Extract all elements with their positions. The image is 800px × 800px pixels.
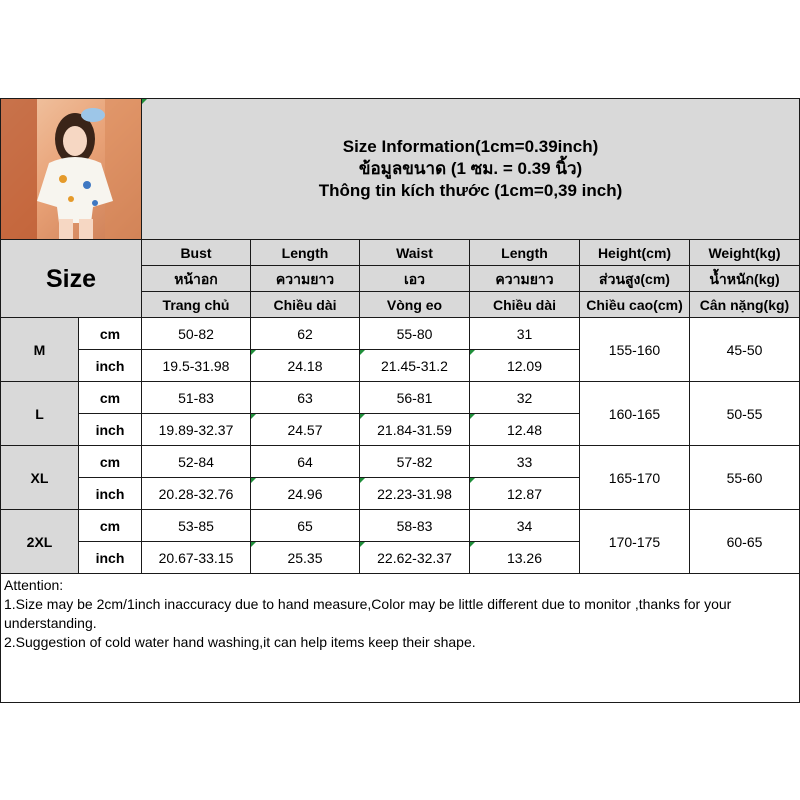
- table-cell: 52-84: [142, 446, 251, 478]
- table-cell: 50-82: [142, 318, 251, 350]
- table-cell: 12.09: [470, 350, 580, 382]
- table-cell: 19.89-32.37: [142, 414, 251, 446]
- unit-label: cm: [79, 446, 142, 478]
- height-cell: 165-170: [580, 446, 690, 510]
- column-header-th: ความยาว: [470, 266, 580, 292]
- table-cell: 64: [251, 446, 360, 478]
- product-photo-cell: [1, 99, 142, 240]
- table-cell: 65: [251, 510, 360, 542]
- table-cell: 24.57: [251, 414, 360, 446]
- weight-cell: 50-55: [690, 382, 800, 446]
- attention-title: Attention:: [4, 577, 64, 593]
- table-cell: 24.18: [251, 350, 360, 382]
- size-name: XL: [1, 446, 79, 510]
- size-info-header: [142, 99, 800, 240]
- column-header-en: Height(cm): [580, 240, 690, 266]
- column-header-en: Weight(kg): [690, 240, 800, 266]
- table-cell: 63: [251, 382, 360, 414]
- size-table: [0, 98, 800, 703]
- column-header-vi: Cân nặng(kg): [690, 292, 800, 318]
- column-header-th: เอว: [360, 266, 470, 292]
- table-cell: 24.96: [251, 478, 360, 510]
- size-name: M: [1, 318, 79, 382]
- column-header-vi: Chiều dài: [251, 292, 360, 318]
- weight-cell: 55-60: [690, 446, 800, 510]
- table-row: [1, 446, 800, 478]
- size-name: L: [1, 382, 79, 446]
- column-header-en: Bust: [142, 240, 251, 266]
- table-cell: 51-83: [142, 382, 251, 414]
- table-cell: 20.28-32.76: [142, 478, 251, 510]
- table-cell: 13.26: [470, 542, 580, 574]
- attention-note: 1.Size may be 2cm/1inch inaccuracy due to hand measure,Color may be little different due to monitor ,thanks for your understanding.: [4, 596, 732, 631]
- table-cell: 12.48: [470, 414, 580, 446]
- attention-notes: [1, 574, 800, 703]
- size-chart: [0, 98, 799, 702]
- column-header-th: หน้าอก: [142, 266, 251, 292]
- info-line-english: Size Information(1cm=0.39inch): [342, 137, 599, 156]
- height-cell: 170-175: [580, 510, 690, 574]
- column-header-vi: Trang chủ: [142, 292, 251, 318]
- table-cell: 32: [470, 382, 580, 414]
- unit-label: cm: [79, 510, 142, 542]
- unit-label: inch: [79, 478, 142, 510]
- table-cell: 21.84-31.59: [360, 414, 470, 446]
- table-cell: 12.87: [470, 478, 580, 510]
- unit-label: inch: [79, 350, 142, 382]
- unit-label: inch: [79, 542, 142, 574]
- table-cell: 25.35: [251, 542, 360, 574]
- column-header-vi: Chiều cao(cm): [580, 292, 690, 318]
- column-header-th: ส่วนสูง(cm): [580, 266, 690, 292]
- size-name: 2XL: [1, 510, 79, 574]
- weight-cell: 60-65: [690, 510, 800, 574]
- column-header-vi: Chiều dài: [470, 292, 580, 318]
- table-cell: 62: [251, 318, 360, 350]
- table-cell: 55-80: [360, 318, 470, 350]
- table-cell: 53-85: [142, 510, 251, 542]
- table-cell: 22.62-32.37: [360, 542, 470, 574]
- table-cell: 21.45-31.2: [360, 350, 470, 382]
- column-header-en: Length: [470, 240, 580, 266]
- size-label: Size: [1, 240, 142, 318]
- column-header-vi: Vòng eo: [360, 292, 470, 318]
- table-cell: 34: [470, 510, 580, 542]
- column-header-th: ความยาว: [251, 266, 360, 292]
- unit-label: cm: [79, 318, 142, 350]
- table-cell: 58-83: [360, 510, 470, 542]
- height-cell: 155-160: [580, 318, 690, 382]
- table-cell: 56-81: [360, 382, 470, 414]
- info-line-thai: ข้อมูลขนาด (1 ซม. = 0.39 นิ้ว): [358, 159, 583, 178]
- weight-cell: 45-50: [690, 318, 800, 382]
- product-photo: [1, 99, 141, 239]
- table-cell: 57-82: [360, 446, 470, 478]
- height-cell: 160-165: [580, 382, 690, 446]
- table-cell: 19.5-31.98: [142, 350, 251, 382]
- table-row: [1, 318, 800, 350]
- column-header-en: Length: [251, 240, 360, 266]
- unit-label: inch: [79, 414, 142, 446]
- table-row: [1, 382, 800, 414]
- unit-label: cm: [79, 382, 142, 414]
- table-cell: 20.67-33.15: [142, 542, 251, 574]
- attention-note: 2.Suggestion of cold water hand washing,it can help items keep their shape.: [4, 634, 476, 650]
- column-header-th: น้ำหนัก(kg): [690, 266, 800, 292]
- column-header-en: Waist: [360, 240, 470, 266]
- table-cell: 22.23-31.98: [360, 478, 470, 510]
- table-cell: 33: [470, 446, 580, 478]
- table-cell: 31: [470, 318, 580, 350]
- info-line-vietnamese: Thông tin kích thước (1cm=0,39 inch): [318, 181, 623, 200]
- table-row: [1, 510, 800, 542]
